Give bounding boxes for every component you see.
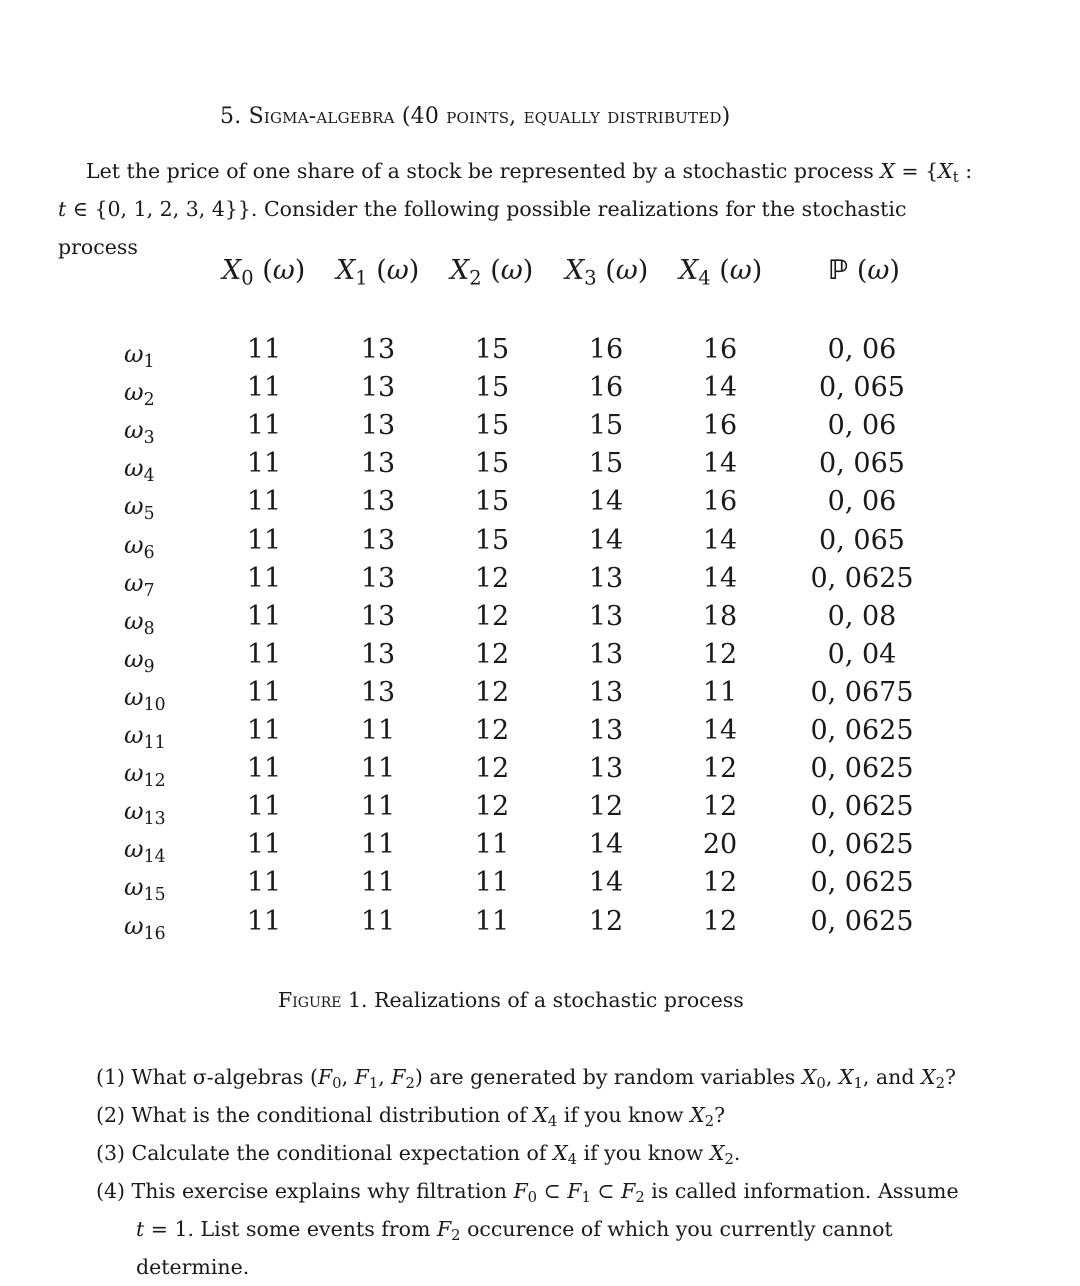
table-cell-x1: 13: [360, 486, 396, 518]
table-cell-x2: 15: [474, 334, 510, 365]
table-cell-x1: 11: [360, 867, 396, 899]
table-cell-x4: 11: [702, 676, 738, 708]
table-cell-probability: 0, 065: [819, 372, 905, 404]
table-cell-x3: 14: [588, 829, 624, 861]
table-cell-x2: 12: [474, 791, 510, 823]
table-cell-x0: 11: [246, 562, 282, 594]
column-header-3: $X_3$ (ω): [565, 255, 649, 290]
table-cell-x1: 13: [360, 334, 396, 365]
table-cell-probability: 0, 0625: [810, 867, 914, 899]
table-cell-x1: 13: [360, 410, 396, 442]
table-cell-x1: 13: [360, 638, 396, 670]
table-cell-x3: 15: [588, 410, 624, 442]
table-cell-probability: 0, 0625: [810, 905, 914, 937]
table-cell-x0: 11: [246, 715, 282, 746]
table-cell-x4: 16: [702, 410, 738, 442]
figure-label: Figure 1.: [278, 988, 368, 1012]
row-label: $\omega_{10}$: [124, 682, 166, 715]
row-label: $\omega_{13}$: [124, 797, 166, 830]
section-number: 5.: [220, 104, 242, 129]
table-cell-x4: 14: [702, 448, 738, 480]
table-cell-x2: 15: [474, 410, 510, 442]
table-cell-x3: 12: [588, 905, 624, 937]
table-cell-probability: 0, 06: [827, 410, 897, 442]
question-item: (1) What σ-algebras ($F_0$, $F_1$, $F_2$) are generated by random variables $X_0$, $X_1$, and $X_2$?: [96, 1065, 956, 1093]
table-cell-x4: 12: [702, 791, 738, 823]
column-header-2: $X_2$ (ω): [450, 255, 534, 290]
table-cell-x4: 12: [702, 638, 738, 670]
table-cell-x4: 12: [702, 867, 738, 899]
row-label: $\omega_5$: [124, 492, 155, 525]
table-cell-x3: 13: [588, 600, 624, 632]
figure-caption-text: Realizations of a stochastic process: [374, 988, 744, 1012]
table-cell-probability: 0, 0625: [810, 753, 914, 785]
table-cell-x2: 12: [474, 753, 510, 785]
table-cell-x3: 13: [588, 753, 624, 785]
table-cell-x0: 11: [246, 676, 282, 708]
intro-line-2: t ∈ {0, 1, 2, 3, 4}}. Consider the following possible realizations for the stochastic process: [58, 197, 907, 259]
table-cell-x4: 12: [702, 905, 738, 937]
table-cell-x2: 15: [474, 372, 510, 404]
table-cell-x0: 11: [246, 829, 282, 861]
table-cell-probability: 0, 0625: [810, 715, 914, 746]
table-cell-x1: 13: [360, 448, 396, 480]
intro-line-1: Let the price of one share of a stock be represented by a stochastic process $X = \{X_t$ :: [86, 159, 973, 187]
table-cell-x2: 11: [474, 905, 510, 937]
table-cell-x3: 14: [588, 867, 624, 899]
table-cell-probability: 0, 04: [827, 638, 897, 670]
table-cell-probability: 0, 0625: [810, 791, 914, 823]
table-cell-x2: 12: [474, 562, 510, 594]
table-cell-x2: 12: [474, 715, 510, 746]
row-label: $\omega_{12}$: [124, 759, 166, 791]
table-cell-x2: 15: [474, 524, 510, 556]
table-cell-x2: 12: [474, 600, 510, 632]
figure-caption: [278, 988, 744, 1012]
table-cell-x2: 15: [474, 448, 510, 480]
column-header-4: $X_4$ (ω): [679, 255, 763, 290]
table-cell-x4: 16: [702, 486, 738, 518]
table-cell-x0: 11: [246, 372, 282, 404]
table-cell-x4: 16: [702, 334, 738, 365]
table-cell-x4: 18: [702, 600, 738, 632]
row-label: $\omega_1$: [124, 340, 155, 372]
table-cell-x4: 20: [702, 829, 738, 861]
table-cell-x0: 11: [246, 753, 282, 785]
row-label: $\omega_{16}$: [124, 911, 166, 944]
table-cell-probability: 0, 08: [827, 600, 897, 632]
table-cell-probability: 0, 0675: [810, 676, 914, 708]
table-cell-x3: 15: [588, 448, 624, 480]
table-cell-x3: 13: [588, 715, 624, 746]
column-header-5: ℙ (ω): [828, 255, 900, 286]
table-cell-x0: 11: [246, 448, 282, 480]
table-cell-x3: 12: [588, 791, 624, 823]
row-label: $\omega_3$: [124, 416, 155, 449]
table-cell-x4: 14: [702, 524, 738, 556]
table-cell-probability: 0, 0625: [810, 562, 914, 594]
table-cell-x0: 11: [246, 867, 282, 899]
table-cell-x1: 11: [360, 715, 396, 746]
question-item: (2) What is the conditional distribution of $X_4$ if you know $X_2$?: [96, 1103, 726, 1131]
table-cell-x3: 16: [588, 334, 624, 365]
table-cell-x1: 11: [360, 753, 396, 785]
table-cell-x2: 12: [474, 638, 510, 670]
table-cell-x3: 14: [588, 486, 624, 518]
table-cell-x3: 14: [588, 524, 624, 556]
section-points: (40 points, equally distributed): [401, 104, 731, 129]
table-cell-x0: 11: [246, 524, 282, 556]
table-cell-x2: 11: [474, 867, 510, 899]
table-cell-x3: 13: [588, 676, 624, 708]
question-item-continuation: t = 1. List some events from $F_2$ occurence of which you currently cannot determine.: [136, 1217, 893, 1279]
table-cell-x4: 14: [702, 715, 738, 746]
table-cell-x4: 12: [702, 753, 738, 785]
row-label: $\omega_2$: [124, 378, 155, 410]
row-label: $\omega_9$: [124, 644, 155, 677]
row-label: $\omega_4$: [124, 454, 155, 487]
table-cell-probability: 0, 06: [827, 334, 897, 365]
table-cell-x0: 11: [246, 486, 282, 518]
table-cell-x3: 13: [588, 562, 624, 594]
row-label: $\omega_7$: [124, 568, 155, 601]
row-label: $\omega_8$: [124, 606, 155, 639]
table-cell-x1: 13: [360, 524, 396, 556]
table-cell-x0: 11: [246, 905, 282, 937]
table-cell-x1: 13: [360, 562, 396, 594]
question-item: (4) This exercise explains why filtration $F_0$ ⊂ $F_1$ ⊂ $F_2$ is called information. Assume: [96, 1179, 959, 1207]
table-cell-x1: 11: [360, 791, 396, 823]
table-cell-x2: 11: [474, 829, 510, 861]
table-cell-probability: 0, 065: [819, 448, 905, 480]
table-cell-x1: 11: [360, 905, 396, 937]
row-label: $\omega_{14}$: [124, 835, 166, 868]
table-cell-x3: 16: [588, 372, 624, 404]
table-cell-x0: 11: [246, 410, 282, 442]
table-cell-x4: 14: [702, 562, 738, 594]
table-cell-x1: 13: [360, 676, 396, 708]
table-cell-x2: 15: [474, 486, 510, 518]
table-cell-x4: 14: [702, 372, 738, 404]
question-item: (3) Calculate the conditional expectation of $X_4$ if you know $X_2$.: [96, 1141, 741, 1169]
section-heading: [220, 104, 730, 129]
table-cell-x3: 13: [588, 638, 624, 670]
column-header-0: $X_0$ (ω): [222, 255, 306, 290]
section-title: Sigma-algebra: [248, 104, 395, 129]
row-label: $\omega_6$: [124, 530, 155, 563]
table-cell-x0: 11: [246, 638, 282, 670]
table-cell-x1: 13: [360, 600, 396, 632]
column-header-1: $X_1$ (ω): [336, 255, 420, 290]
table-cell-probability: 0, 06: [827, 486, 897, 518]
table-cell-x1: 11: [360, 829, 396, 861]
table-cell-probability: 0, 0625: [810, 829, 914, 861]
row-label: $\omega_{11}$: [124, 721, 166, 753]
table-cell-x0: 11: [246, 600, 282, 632]
intro-paragraph: [58, 152, 978, 266]
row-label: $\omega_{15}$: [124, 873, 166, 906]
table-cell-probability: 0, 065: [819, 524, 905, 556]
table-cell-x1: 13: [360, 372, 396, 404]
table-cell-x2: 12: [474, 676, 510, 708]
table-cell-x0: 11: [246, 791, 282, 823]
question-list: [96, 1058, 996, 1286]
table-cell-x0: 11: [246, 334, 282, 365]
